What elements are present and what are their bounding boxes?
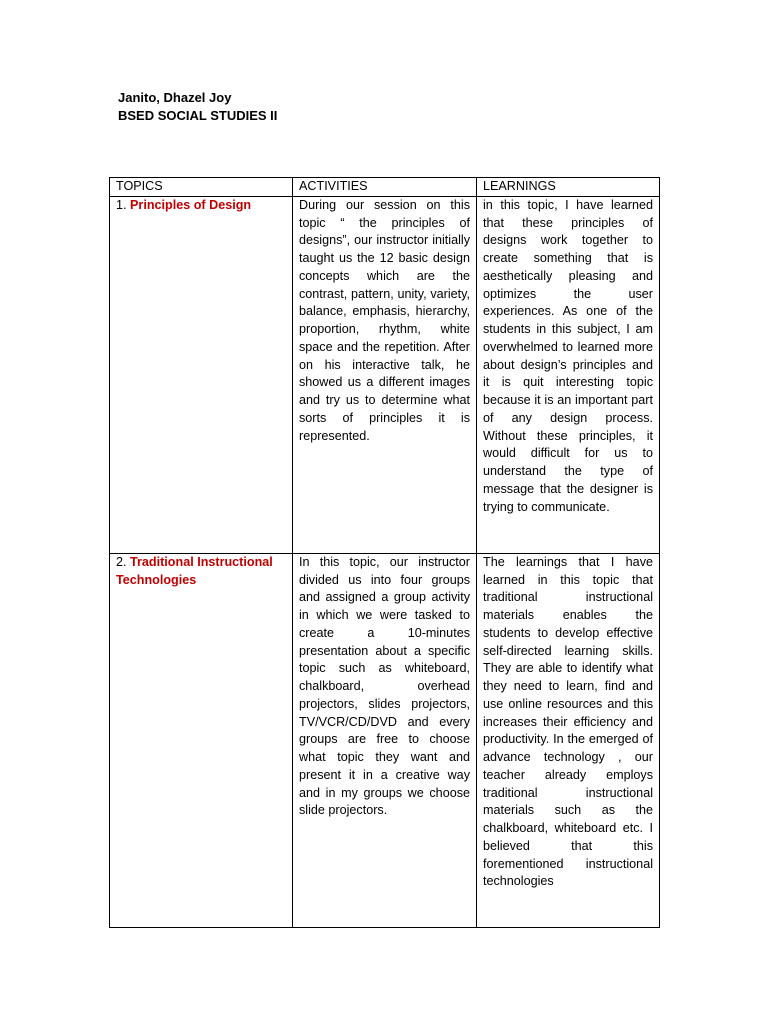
topic-cell: [110, 196, 293, 553]
document-header: [118, 89, 277, 125]
topic-title: Principles of Design: [130, 197, 252, 212]
column-header-topics: TOPICS: [110, 178, 293, 197]
topic-number: 1.: [116, 197, 127, 212]
topic-cell: [110, 553, 293, 927]
topic-number: 2.: [116, 554, 127, 569]
table-header-row: [110, 178, 660, 197]
activities-cell: In this topic, our instructor divided us into four groups and assigned a group activity in which we were tasked to create a 10-minutes presentation about a specific topic such as whiteboard, chalkboard, overhead projectors, slides projectors, TV/VCR/CD/DVD and every groups are free to choose what topic they want and present it in a creative way and in my groups we choose slide projectors.: [293, 553, 477, 927]
learnings-cell: The learnings that I have learned in this topic that traditional instructional materials enables the students to develop effective self-directed learning skills. They are able to identify what they need to learn, find and use online resources and this increases their efficiency and productivity. In the emerged of advance technology , our teacher already employs traditional instructional materials such as the chalkboard, whiteboard etc. I believed that this forementioned instructional technologies: [477, 553, 660, 927]
learnings-cell: in this topic, I have learned that these principles of designs work together to create something that is aesthetically pleasing and optimizes the user experiences. As one of the students in this subject, I am overwhelmed to learned more about design’s principles and it is quit interesting topic because it is an important part of any design process. Without these principles, it would difficult for us to understand the type of message that the designer is trying to communicate.: [477, 196, 660, 553]
course-name: BSED SOCIAL STUDIES II: [118, 108, 278, 123]
topic-title: Traditional Instructional Technologies: [116, 554, 273, 587]
student-name: Janito, Dhazel Joy: [118, 90, 232, 105]
column-header-activities: ACTIVITIES: [293, 178, 477, 197]
table-row: [110, 553, 660, 927]
reflection-table: [109, 177, 660, 928]
activities-cell: During our session on this topic “ the principles of designs”, our instructor initially taught us the 12 basic design concepts which are the contrast, pattern, unity, variety, balance, emphasis, hierarchy, proportion, rhythm, white space and the repetition. After on his interactive talk, he showed us a different images and try us to determine what sorts of principles it is represented.: [293, 196, 477, 553]
table-row: [110, 196, 660, 553]
column-header-learnings: LEARNINGS: [477, 178, 660, 197]
